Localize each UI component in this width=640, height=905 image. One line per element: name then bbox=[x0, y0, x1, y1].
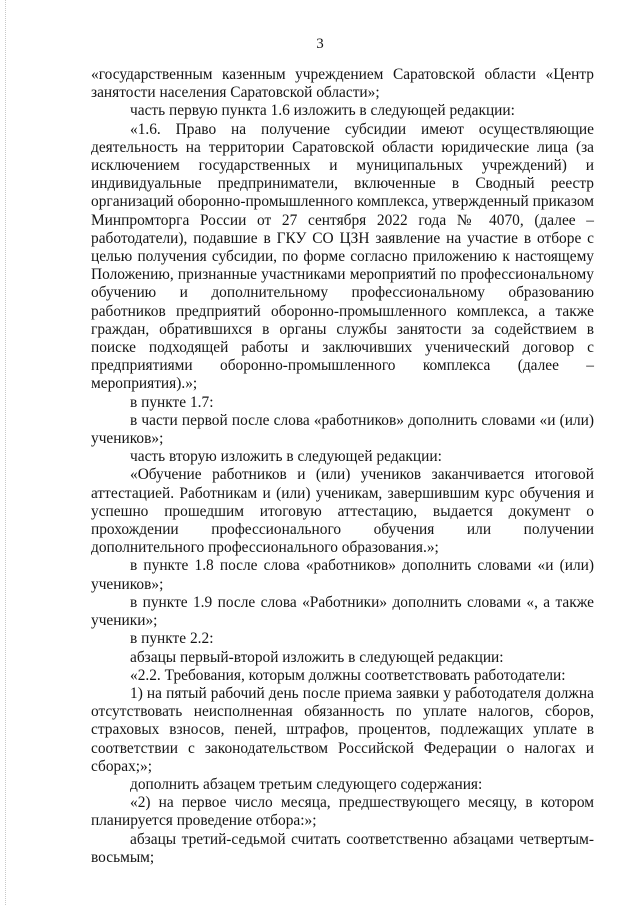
paragraph: «государственным казенным учреждением Саратовской области «Центр занятости населения Саратовской области»; bbox=[91, 66, 594, 102]
paragraph: в пункте 2.2: bbox=[130, 630, 214, 648]
paragraph: дополнить абзацем третьим следующего содержания: bbox=[130, 775, 483, 793]
paragraph: «1.6. Право на получение субсидии имеют осуществляющие деятельность на территории Саратовской области юридические лица (за исключением государственных и муниципальных учреждений) и индивидуальные предприниматели, включенные в Сводный реестр организаций оборонно-промышленного комплекса, утвержденный приказом Минпромторга России от 27 сентября 2022 года № 4070, (далее – работодатели), подавшие в ГКУ СО ЦЗН заявление на участие в отборе с целью получения субсидии, по форме согласно приложению к настоящему Положению, признанные участниками мероприятий по профессиональному обучению и дополнительному профессиональному образованию работников предприятий оборонно-промышленного комплекса, а также граждан, обратившихся в органы службы занятости за содействием в поиске подходящей работы и заключивших ученический договор с предприятиями оборонно-промышленного комплекса (далее – мероприятия).»; bbox=[91, 120, 594, 393]
document-body bbox=[91, 66, 594, 867]
paragraph: 1) на пятый рабочий день после приема заявки у работодателя должна отсутствовать неисполненная обязанность по уплате налогов, сборов, страховых взносов, пеней, штрафов, процентов, подлежащих уплате в соответствии с законодательством Российской Федерации о налогах и сборах;»; bbox=[91, 684, 594, 775]
margin-dotted-line bbox=[5, 0, 7, 905]
paragraph: «Обучение работников и (или) учеников заканчивается итоговой аттестацией. Работникам и (или) ученикам, завершившим курс обучения и успешно прошедшим итоговую аттестацию, выдается документ о прохождении профессионального обучения или получении дополнительного профессионального образования.»; bbox=[91, 466, 594, 557]
paragraph: часть вторую изложить в следующей редакции: bbox=[130, 448, 442, 466]
paragraph: абзацы третий-седьмой считать соответственно абзацами четвертым-восьмым; bbox=[91, 830, 594, 866]
paragraph: в пункте 1.8 после слова «работников» дополнить словами «и (или) учеников»; bbox=[91, 557, 594, 593]
paragraph: абзацы первый-второй изложить в следующей редакции: bbox=[130, 648, 504, 666]
page-number: 3 bbox=[316, 36, 324, 52]
paragraph: в пункте 1.7: bbox=[130, 393, 214, 411]
paragraph: в пункте 1.9 после слова «Работники» дополнить словами «, а также ученики»; bbox=[91, 593, 594, 630]
paragraph: «2) на первое число месяца, предшествующего месяцу, в котором планируется проведение отбора:»; bbox=[91, 794, 594, 830]
paragraph: «2.2. Требования, которым должны соответствовать работодатели: bbox=[130, 666, 566, 684]
paragraph: часть первую пункта 1.6 изложить в следующей редакции: bbox=[130, 102, 515, 120]
paragraph: в части первой после слова «работников» дополнить словами «и (или) учеников»; bbox=[91, 411, 594, 448]
